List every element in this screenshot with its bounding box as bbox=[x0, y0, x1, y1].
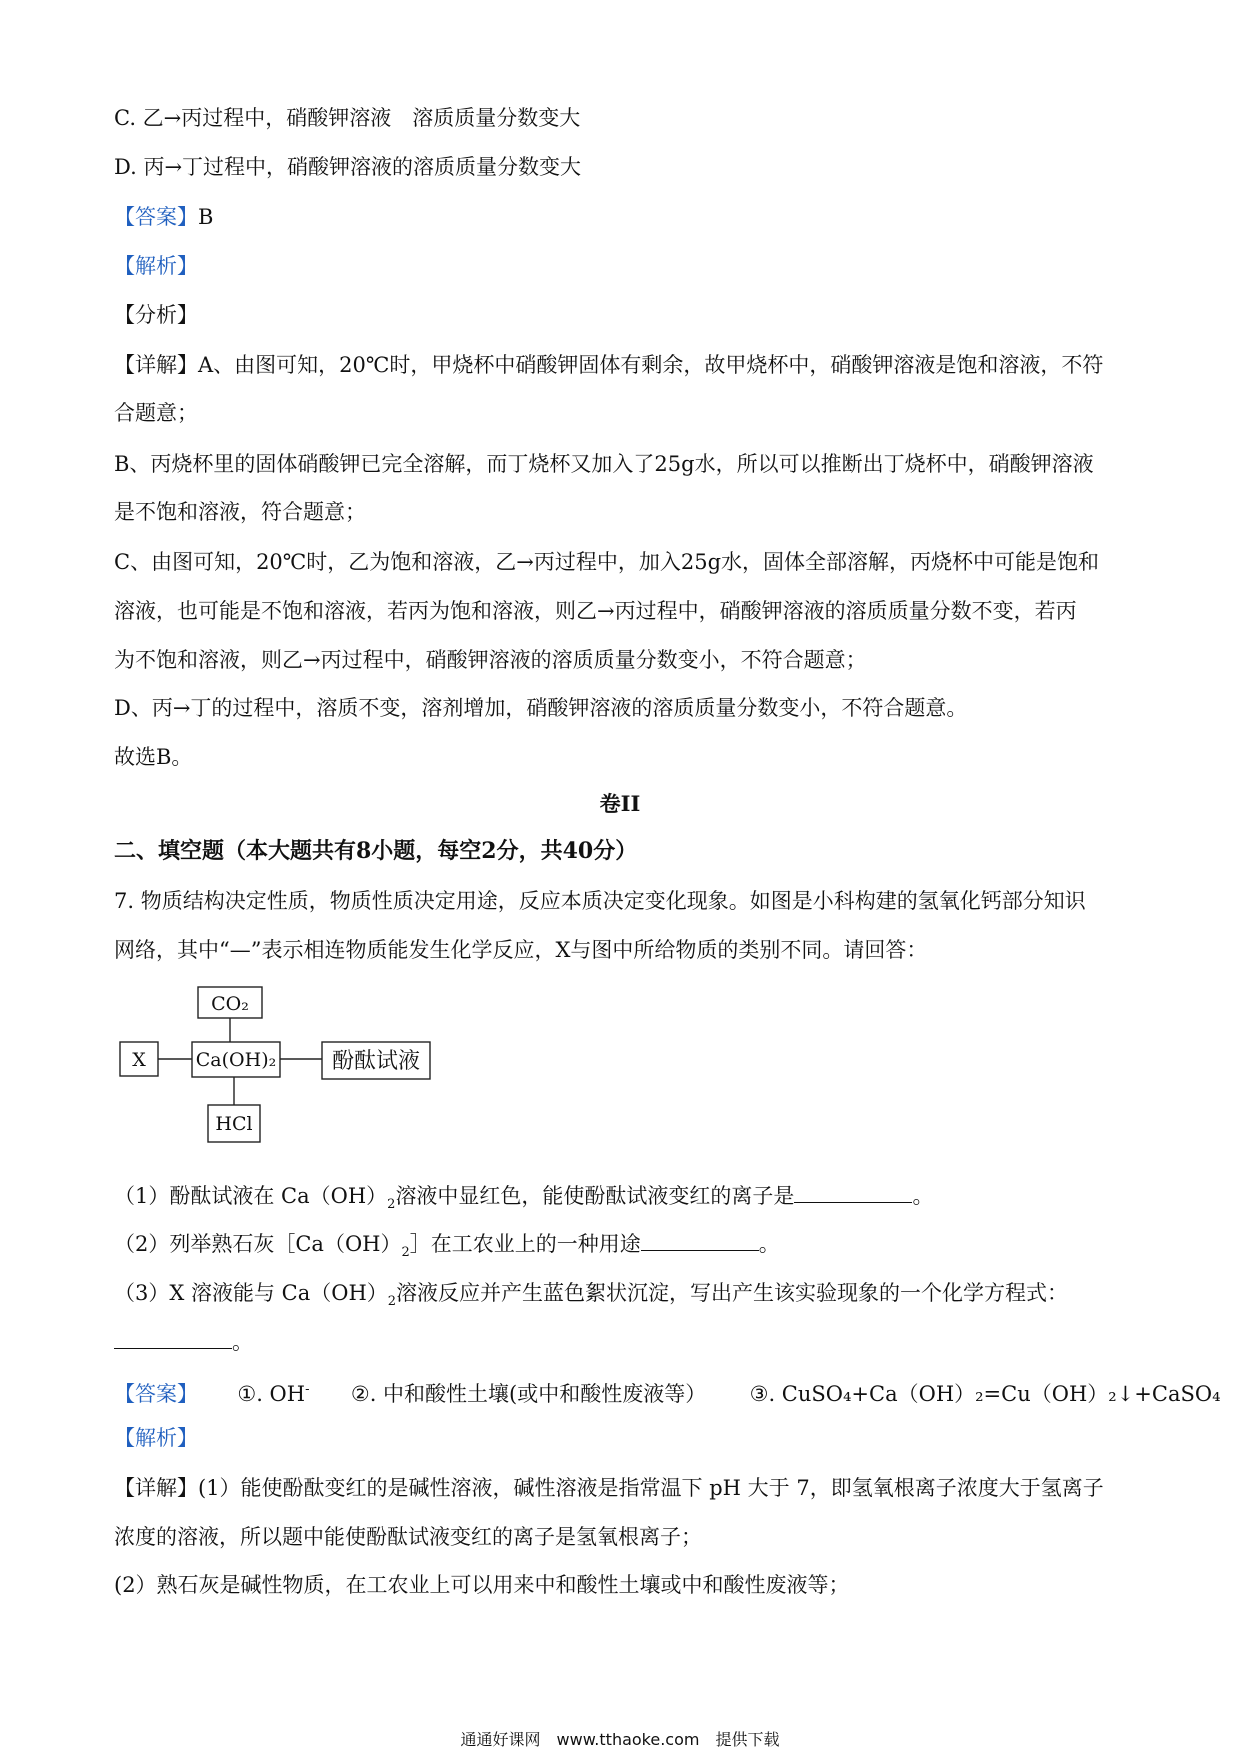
caoh2-label: Ca(OH)₂ bbox=[195, 1049, 277, 1071]
option-d: D. 丙→丁过程中，硝酸钾溶液的溶质质量分数变大 bbox=[114, 155, 582, 179]
q7-detail-line: 浓度的溶液，所以题中能使酚酞试液变红的离子是氢氧根离子； bbox=[114, 1525, 702, 1549]
q7-detail-line: 【详解】(1）能使酚酞变红的是碱性溶液，碱性溶液是指常温下 pH 大于 7，即氢氧根离子浓度大于氢离子 bbox=[114, 1476, 1104, 1500]
answer-3: ③. CuSO₄+Ca（OH）₂=Cu（OH）₂↓+CaSO₄ bbox=[749, 1382, 1221, 1406]
x-label: X bbox=[132, 1049, 146, 1071]
q6-detail-line: 合题意； bbox=[114, 401, 198, 425]
q6-detail-line: 【详解】A、由图可知，20℃时，甲烧杯中硝酸钾固体有剩余，故甲烧杯中，硝酸钾溶液是饱和溶液，不符 bbox=[114, 353, 1104, 377]
q6-detail-line: 为不饱和溶液，则乙→丙过程中，硝酸钾溶液的溶质质量分数变小，不符合题意； bbox=[114, 648, 867, 672]
answer-tag: 【答案】 bbox=[114, 205, 198, 229]
option-c: C. 乙→丙过程中，硝酸钾溶液 溶质质量分数变大 bbox=[114, 106, 581, 130]
q6-detail-line: C、由图可知，20℃时，乙为饱和溶液，乙→丙过程中，加入25g水，固体全部溶解，丙烧杯中可能是饱和 bbox=[114, 550, 1100, 574]
q6-detail-line: 溶液，也可能是不饱和溶液，若丙为饱和溶液，则乙→丙过程中，硝酸钾溶液的溶质质量分数不变，若丙 bbox=[114, 599, 1077, 623]
q7-stem-line: 7. 物质结构决定性质，物质性质决定用途，反应本质决定变化现象。如图是小科构建的氢氧化钙部分知识 bbox=[114, 889, 1086, 913]
q6-analysis-tag: 【解析】 bbox=[114, 254, 198, 278]
hcl-label: HCl bbox=[215, 1113, 253, 1135]
q6-detail-line: B、丙烧杯里的固体硝酸钾已完全溶解，而丁烧杯又加入了25g水，所以可以推断出丁烧杯中，硝酸钾溶液 bbox=[114, 452, 1094, 476]
q6-detail-line: 是不饱和溶液，符合题意； bbox=[114, 500, 366, 524]
page-footer: 通通好课网 www.tthaoke.com 提供下载 bbox=[460, 1730, 780, 1749]
knowledge-network-diagram bbox=[110, 985, 440, 1155]
phenolphthalein-label: 酚酞试液 bbox=[331, 1049, 421, 1074]
q6-answer bbox=[114, 202, 1134, 232]
answer-2: ②. 中和酸性土壤(或中和酸性废液等） bbox=[350, 1382, 707, 1406]
answer-tag: 【答案】 bbox=[114, 1382, 198, 1406]
q6-detail-line: D、丙→丁的过程中，溶质不变，溶剂增加，硝酸钾溶液的溶质质量分数变小，不符合题意。 bbox=[114, 696, 968, 720]
q7-analysis-tag: 【解析】 bbox=[114, 1426, 198, 1450]
q6-detail-line: 故选B。 bbox=[114, 745, 193, 769]
q7-stem-line: 网络，其中“—”表示相连物质能发生化学反应，X与图中所给物质的类别不同。请回答： bbox=[114, 938, 928, 962]
answer-1: ①. OH- bbox=[237, 1382, 310, 1406]
answer-blank[interactable] bbox=[794, 1184, 912, 1203]
answer-blank[interactable] bbox=[641, 1232, 759, 1251]
q7-detail-line: (2）熟石灰是碱性物质，在工农业上可以用来中和酸性土壤或中和酸性废液等； bbox=[114, 1573, 850, 1597]
volume-title: 卷II bbox=[599, 791, 641, 816]
q7-sub2: （2）列举熟石灰$[Ca(OH)_2]$在工农业上的一种用途 。 bbox=[114, 1232, 780, 1261]
answer-blank[interactable] bbox=[114, 1330, 232, 1349]
co2-label: CO₂ bbox=[211, 993, 249, 1015]
answer-value: B bbox=[198, 205, 214, 229]
q7-sub1: （1）酚酞试液在 $Ca(OH)_2$溶液中显红色，能使酚酞试液变红的离子是 。 bbox=[114, 1184, 934, 1213]
q7-sub3-blank-line: 。 bbox=[114, 1327, 1134, 1357]
q6-fenxi-tag: 【分析】 bbox=[114, 303, 198, 327]
q7-sub3: （3）X 溶液能与 $Ca(OH)_2$溶液反应并产生蓝色絮状沉淀，写出产生该实验现象的一个化学方程式： bbox=[114, 1281, 1069, 1310]
q7-answer bbox=[114, 1375, 1221, 1409]
section-heading: 二、填空题（本大题共有8小题，每空2分，共40分） bbox=[114, 838, 638, 864]
